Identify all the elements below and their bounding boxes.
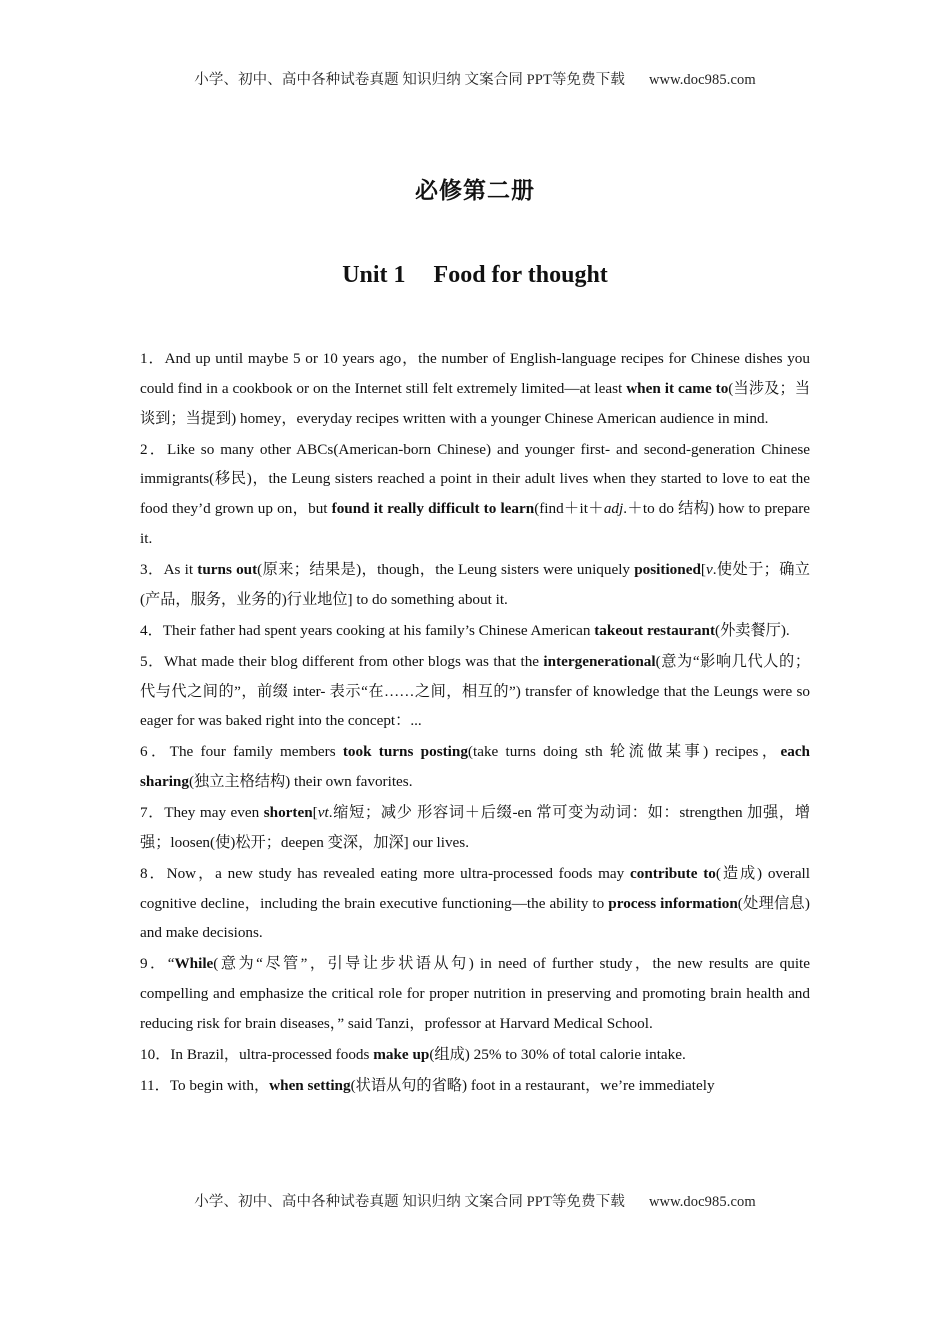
key-phrase: found it really difficult to learn — [331, 500, 535, 518]
item-note: (外卖餐厅). — [715, 621, 790, 639]
item-number: 4． — [140, 621, 163, 639]
header-url[interactable]: www.doc985.com — [648, 72, 756, 88]
item-note: (find＋it＋ — [534, 500, 604, 518]
item-number: 5． — [140, 652, 164, 670]
footer-url[interactable]: www.doc985.com — [648, 1194, 756, 1210]
unit-title — [0, 262, 950, 289]
sentence-item — [140, 344, 810, 433]
sentence-item — [140, 435, 810, 554]
sentence-item — [140, 949, 810, 1038]
item-note-abbr: vt — [317, 804, 329, 822]
sentence-item — [140, 647, 810, 736]
key-phrase: shorten — [263, 804, 313, 822]
item-number: 7． — [140, 804, 165, 822]
item-note: (take turns doing sth 轮流做某事) recipes， — [467, 743, 781, 761]
item-note: [ — [312, 804, 318, 822]
sentence-item — [140, 798, 810, 858]
unit-label: Unit 1 — [342, 262, 406, 288]
key-phrase: turns out — [197, 560, 258, 578]
key-phrase: While — [174, 955, 214, 973]
item-note: .使处于；确立(产品，服务，业务的)行业地位] to do something about it. — [140, 560, 810, 608]
item-note-abbr: v — [705, 560, 713, 578]
item-number: 1． — [140, 350, 165, 367]
item-text: “ — [167, 955, 175, 973]
book-title: 必修第二册 — [415, 178, 535, 203]
key-phrase: when setting — [269, 1077, 351, 1094]
item-text: As it — [163, 560, 198, 578]
item-text: And up until maybe 5 or 10 years ago，the number of English-language recipes for Chinese dishes you could find in a cookbook or on the Internet still felt extremely limited—at least — [140, 350, 810, 397]
item-number: 3． — [140, 560, 164, 578]
item-text: The four family members — [169, 743, 343, 761]
key-phrase: when it came to — [626, 379, 729, 397]
item-text: In Brazil，ultra-processed foods — [170, 1046, 374, 1064]
key-phrase: took turns posting — [342, 743, 468, 761]
key-phrase: make up — [373, 1046, 430, 1064]
item-note: (意为“尽管”，引导让步状语从句) in need of further study，the new results are quite compelling and emphasize the critical role for proper nutrition in preserving and promoting brain health and reducing risk for brain diseases，” said Tanzi，professor at Harvard Medical School. — [140, 955, 810, 1033]
item-text: Now，a new study has revealed eating more ultra-processed foods may — [166, 864, 630, 882]
key-phrase: contribute to — [629, 864, 716, 882]
item-text: To begin with， — [169, 1077, 270, 1094]
key-phrase: each sharing — [140, 743, 810, 791]
unit-name: Food for thought — [433, 262, 608, 288]
item-number: 6． — [140, 743, 170, 761]
key-phrase: intergenerational — [543, 652, 656, 670]
key-phrase: takeout restaurant — [594, 621, 716, 639]
item-number: 10． — [140, 1046, 171, 1064]
item-note: (意为“影响几代人的；代与代之间的”，前缀 inter- 表示“在……之间，相互的”) transfer of knowledge that the Leungs were so eager for was baked right into the concept：... — [140, 652, 810, 730]
sentence-item — [140, 1071, 810, 1101]
sentence-list — [140, 344, 810, 1190]
item-text: Their father had spent years cooking at his family’s Chinese American — [162, 621, 595, 639]
item-note: .＋to do 结构) how to prepare it. — [140, 500, 810, 547]
item-note: .缩短；减少 形容词＋后缀-en 常可变为动词：如：strengthen 加强，增强；loosen(使)松开；deepen 变深，加深] our lives. — [140, 804, 810, 851]
sentence-item — [140, 1040, 810, 1070]
item-note: (独立主格结构) their own favorites. — [188, 773, 413, 791]
sentence-item — [140, 555, 810, 615]
item-number: 8． — [140, 864, 167, 882]
item-number: 9． — [140, 955, 168, 973]
item-note: (当涉及；当谈到；当提到) homey，everyday recipes written with a younger Chinese American audience in mind. — [140, 379, 810, 427]
sentence-item — [140, 737, 810, 797]
key-phrase: positioned — [634, 560, 701, 578]
item-note: [ — [700, 560, 706, 578]
item-note: (组成) 25% to 30% of total calorie intake. — [429, 1046, 686, 1064]
header-text: 小学、初中、高中各种试卷真题 知识归纳 文案合同 PPT等免费下载 — [194, 72, 625, 88]
footer-text: 小学、初中、高中各种试卷真题 知识归纳 文案合同 PPT等免费下载 — [194, 1194, 625, 1210]
sentence-item — [140, 859, 810, 948]
page-header — [0, 68, 950, 89]
item-note: (原来；结果是)，though，the Leung sisters were uniquely — [257, 560, 635, 578]
page-footer — [0, 1190, 950, 1211]
item-note-abbr: adj — [603, 500, 624, 518]
item-number: 2． — [140, 440, 168, 458]
item-number: 11． — [140, 1077, 170, 1094]
item-text: Like so many other ABCs(American-born Chinese) and younger first- and second-generation Chinese immigrants(移民)，the Leung sisters reached a point in their adult lives when they started to love to eat the food they’d grown up on，but — [140, 440, 810, 518]
key-phrase: process information — [608, 894, 738, 912]
item-note: (状语从句的省略) foot in a restaurant，we’re immediately — [350, 1077, 715, 1094]
item-text: They may even — [164, 804, 264, 822]
sentence-item — [140, 616, 810, 646]
item-note: (造成) overall cognitive decline，including the brain executive functioning—the ability to — [140, 864, 810, 912]
item-note: (处理信息) and make decisions. — [140, 894, 810, 942]
item-text: What made their blog different from other blogs was that the — [163, 652, 544, 670]
